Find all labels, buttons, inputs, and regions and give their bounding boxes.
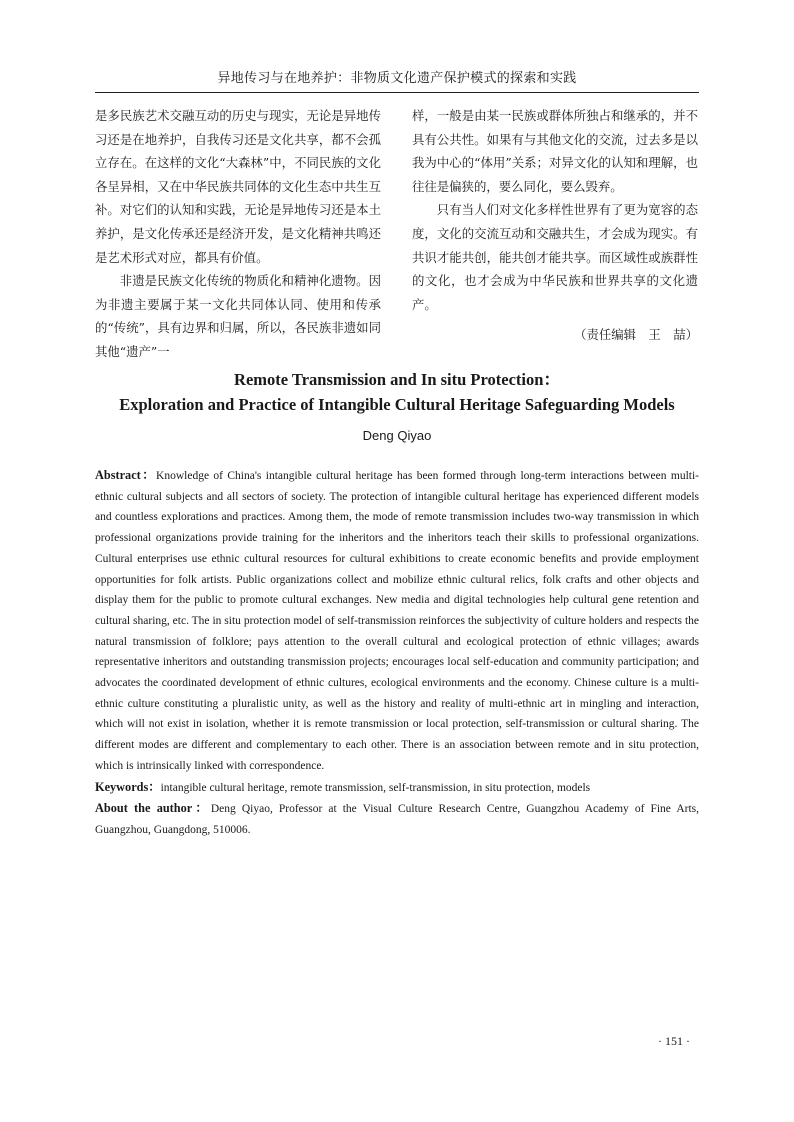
english-title-line-2: Exploration and Practice of Intangible Cultural Heritage Safeguarding Models bbox=[119, 395, 675, 414]
keywords-label: Keywords： bbox=[95, 779, 161, 794]
abstract-label: Abstract： bbox=[95, 468, 157, 482]
english-title bbox=[60, 367, 734, 417]
header-rule bbox=[95, 92, 699, 93]
left-paragraph-2: 非遗是民族文化传统的物质化和精神化遗物。因为非遗主要属于某一文化共同体认同、使用和传承的“传统”，具有边界和归属，所以，各民族非遗如同其他“遗产”一 bbox=[95, 273, 381, 359]
author-info-text: Deng Qiyao, Professor at the Visual Culture Research Centre, Guangzhou Academy of Fine Arts, Guangzhou, Guangdong, 510006. bbox=[95, 803, 699, 836]
right-paragraph-2: 只有当人们对文化多样性世界有了更为宽容的态度，文化的交流互动和交融共生，才会成为现实。有共识才能共创，能共创才能共享。而区域性或族群性的文化，也才会成为中华民族和世界共享的文化遗产。 bbox=[412, 202, 698, 312]
abstract-paragraph bbox=[95, 465, 699, 777]
author-info-paragraph bbox=[95, 798, 699, 840]
right-paragraph-1: 样，一般是由某一民族或群体所独占和继承的，并不具有公共性。如果有与其他文化的交流，过去多是以我为中心的“体用”关系；对异文化的认知和理解，也往往是偏狭的，要么同化，要么毁弃。 bbox=[412, 108, 698, 194]
abstract-text: Knowledge of China's intangible cultural heritage has been formed through long-term interactions between multi-ethnic cultural subjects and all sectors of society. The protection of intangible cultural heritage has experienced different models and countless explorations and practices. Among them, the mode of remote transmission includes two-way transmission in which professional organizations provide training for the inheritors and the inheritors teach their skills to professional organizations. Cultural enterprises use ethnic cultural resources for cultural exhibitions to create economic benefits and provide employment opportunities for folk artists. Public organizations collect and mobilize ethnic cultural relics, folk crafts and other objects and display them for the public to promote cultural exchanges. New media and digital technologies help cultural gene retention and cultural sharing, etc. The in situ protection model of self-transmission reinforces the subjectivity of culture holders and respects the natural transmission of folklore; pays attention to the overall cultural and ecological protection of ethnic villages; awards representative inheritors and outstanding transmission projects; encourages local self-education and community participation; and advocates the coordinated development of ethnic cultures, ecological environments and the economy. Chinese culture is a multi-ethnic culture constituting a pluralistic unity, as well as the history and reality of multi-ethnic art in mingling and interaction, which will not exist in isolation, whether it is remote transmission or local protection, self-transmission or cultural sharing. The different modes are different and complementary to each other. There is an association between remote and in situ protection, which is intrinsically linked with correspondence. bbox=[95, 470, 699, 772]
left-column bbox=[95, 104, 381, 364]
editor-note: （责任编辑 王 喆） bbox=[574, 327, 698, 342]
left-paragraph-1: 是多民族艺术交融互动的历史与现实，无论是异地传习还是在地养护，自我传习还是文化共享，都不会孤立存在。在这样的文化“大森林”中，不同民族的文化各呈异相，又在中华民族共同体的文化生态中共生互补。对它们的认知和实践，无论是异地传习还是本土养护，是文化传承还是经济开发，是文化精神共鸣还是艺术形式对应，都具有价值。 bbox=[95, 108, 381, 265]
page-number: · 151 · bbox=[658, 1034, 690, 1048]
keywords-text: intangible cultural heritage, remote transmission, self-transmission, in situ protection, models bbox=[160, 781, 591, 794]
english-author: Deng Qiyao bbox=[362, 428, 432, 443]
keywords-paragraph bbox=[95, 777, 699, 799]
english-abstract-block bbox=[95, 465, 699, 841]
running-header: 异地传习与在地养护：非物质文化遗产保护模式的探索和实践 bbox=[217, 71, 577, 86]
author-info-label: About the author： bbox=[95, 801, 211, 816]
right-column bbox=[412, 104, 698, 316]
english-title-line-1: Remote Transmission and In situ Protection： bbox=[234, 370, 560, 389]
